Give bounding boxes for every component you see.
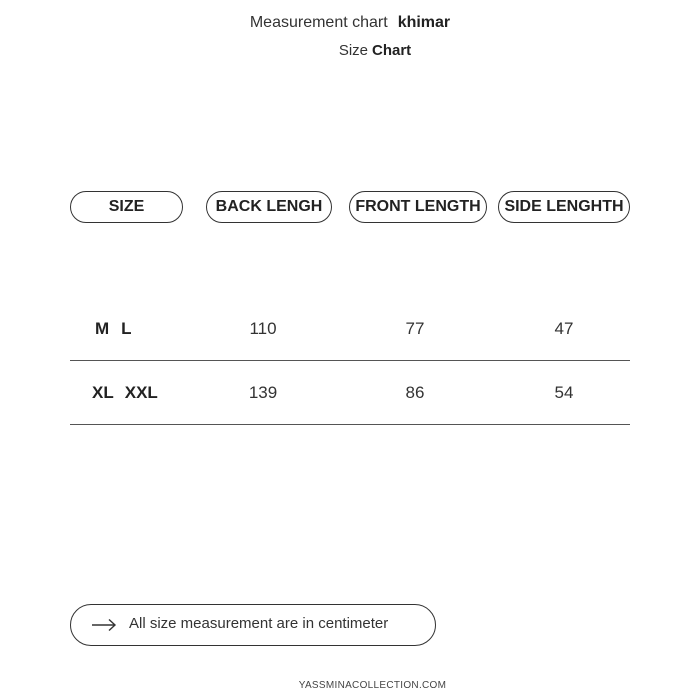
size-label: XL [92,383,114,402]
column-header-back-length: BACK LENGH [206,191,332,223]
back-length-value: 110 [249,319,277,338]
size-label: M [95,319,110,338]
column-header-side-length: SIDE LENGHTH [498,191,630,223]
back-length-value: 139 [248,383,278,402]
front-length-value: 86 [405,383,425,402]
front-length-value: 77 [405,319,425,338]
size-label: XXL [124,383,158,402]
subtitle-text: Size [338,42,368,59]
subtitle-bold-text: Chart [372,42,412,59]
chart-title [0,14,700,36]
side-length-value: 47 [554,319,574,338]
table-row-size [95,317,132,341]
row-divider [70,424,630,425]
side-length-value: 54 [554,383,574,402]
arrow-right-icon [91,616,117,634]
unit-note [70,604,436,646]
table-row-size [92,381,158,405]
unit-note-text: All size measurement are in centimeter [129,615,389,632]
column-header-front-length: FRONT LENGTH [349,191,487,223]
size-label: L [121,319,132,338]
row-divider [70,360,630,361]
footer-website: YASSMINACOLLECTION.COM [298,680,447,691]
title-text: Measurement chart [249,14,388,31]
column-header-size: SIZE [70,191,183,223]
product-name: khimar [397,14,451,31]
chart-subtitle [300,42,450,62]
